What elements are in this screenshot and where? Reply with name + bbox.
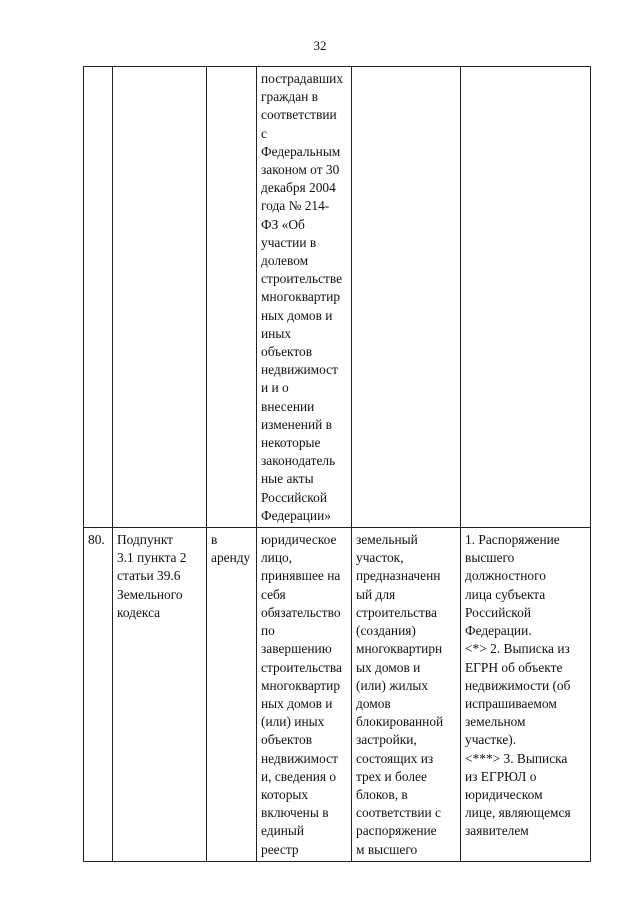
cell-text-line: лице, являющемся [465, 805, 571, 821]
cell-text-line: строительства [356, 604, 437, 620]
cell-text-line: ый для [356, 586, 396, 602]
cell-applicant [257, 67, 352, 528]
cell-text-line: многоквартирн [356, 641, 443, 657]
table-row-80 [84, 528, 591, 862]
cell-text-line: блоков, в [356, 786, 408, 802]
cell-type [207, 67, 257, 528]
cell-text-line: испрашиваемом [465, 695, 557, 711]
cell-text-line: недвижимости (об [465, 677, 571, 693]
cell-text-line: высшего [465, 550, 515, 566]
cell-text-line: в [211, 532, 218, 548]
cell-text-line: соответствии [261, 107, 337, 123]
cell-text-line: пострадавших [261, 71, 344, 86]
cell-number [84, 67, 113, 528]
cell-text-line: некоторые [261, 435, 321, 451]
cell-text-line: ных домов и [261, 307, 333, 323]
document-table [83, 66, 591, 862]
cell-text-line: предназначенн [356, 568, 441, 584]
cell-plot [352, 528, 461, 862]
cell-text-line: граждан в [261, 89, 318, 105]
cell-text-line: строительстве [261, 271, 343, 287]
cell-text-line: реестр [261, 841, 299, 857]
cell-text-line: лицо, [261, 550, 293, 566]
cell-text-line: статьи 39.6 [117, 568, 181, 584]
cell-text-line: и и о [261, 380, 289, 396]
cell-text-line: строительства [261, 659, 342, 675]
cell-plot [352, 67, 461, 528]
cell-text-line: Земельного [117, 586, 183, 602]
cell-text-line: участии в [261, 234, 317, 250]
cell-text-line: и, сведения о [261, 768, 337, 784]
table-row-continuation [84, 67, 591, 528]
page-number: 32 [313, 38, 327, 53]
cell-number: 80. [84, 528, 113, 862]
cell-applicant [257, 528, 352, 862]
cell-text-line: юридическое [261, 532, 337, 548]
cell-text-line: объектов [261, 732, 313, 748]
cell-text-line: земельный [356, 532, 418, 548]
cell-text-line: с [261, 125, 267, 141]
cell-text-line: распоряжение [356, 823, 437, 839]
cell-text-line: Федеральным [261, 143, 341, 159]
cell-text-line: (или) иных [261, 714, 325, 730]
cell-text-line: кодекса [117, 604, 161, 620]
cell-text-line: недвижимост [261, 750, 338, 766]
cell-text-line: (или) жилых [356, 677, 429, 693]
cell-text-line: участке). [465, 732, 517, 748]
cell-text-line: законом от 30 [261, 162, 340, 178]
cell-text-line: долевом [261, 253, 309, 269]
cell-text-line: по [261, 623, 275, 639]
cell-text-line: юридическом [465, 786, 543, 802]
cell-text-line: которых [261, 786, 309, 802]
cell-text-line: застройки, [356, 732, 417, 748]
cell-text-line: ЕГРН об объекте [465, 659, 563, 675]
cell-text-line: аренду [211, 550, 251, 566]
cell-text-line: Российской [465, 604, 531, 620]
cell-text-line: внесении [261, 398, 315, 414]
cell-text-line: м высшего [356, 841, 418, 857]
cell-text-line: <***> 3. Выписка [465, 750, 568, 766]
cell-text-line: ные акты [261, 471, 314, 487]
cell-text-line: ных домов и [261, 695, 333, 711]
cell-documents [461, 528, 591, 862]
cell-text-line: изменений в [261, 416, 332, 432]
cell-type [207, 528, 257, 862]
cell-text-line: должностного [465, 568, 546, 584]
cell-text-line: <*> 2. Выписка из [465, 641, 570, 657]
cell-text-line: 3.1 пункта 2 [117, 550, 187, 566]
cell-text-line: года № 214- [261, 198, 330, 214]
cell-text-line: декабря 2004 [261, 180, 336, 196]
cell-basis [113, 528, 207, 862]
cell-text-line: Федерации» [261, 507, 331, 523]
cell-text-line: домов [356, 695, 391, 711]
cell-text-line: земельном [465, 714, 526, 730]
cell-text-line: недвижимост [261, 362, 338, 378]
cell-text-line: участок, [356, 550, 404, 566]
cell-text-line: ФЗ «Об [261, 216, 305, 232]
cell-text-line: состоящих из [356, 750, 434, 766]
cell-text-line: из ЕГРЮЛ о [465, 768, 537, 784]
cell-text-line: себя [261, 586, 286, 602]
cell-text-line: завершению [261, 641, 332, 657]
cell-text-line: обязательство [261, 604, 341, 620]
cell-documents [461, 67, 591, 528]
cell-text-line: (создания) [356, 623, 416, 639]
cell-text-line: соответствии с [356, 805, 441, 821]
cell-text-line: 1. Распоряжение [465, 532, 560, 548]
cell-text-line: единый [261, 823, 305, 839]
cell-text-line: Российской [261, 489, 327, 505]
cell-text-line: многоквартир [261, 289, 341, 305]
cell-text-line: иных [261, 325, 292, 341]
cell-text-line: включены в [261, 805, 329, 821]
cell-text-line: многоквартир [261, 677, 341, 693]
cell-text-line: трех и более [356, 768, 427, 784]
cell-text-line: заявителем [465, 823, 529, 839]
cell-text-line: блокированной [356, 714, 444, 730]
cell-text-line: принявшее на [261, 568, 341, 584]
cell-text-line: Подпункт [117, 532, 174, 548]
cell-text-line: ых домов и [356, 659, 421, 675]
cell-text-line: Федерации. [465, 623, 532, 639]
cell-basis [113, 67, 207, 528]
cell-text-line: лица субъекта [465, 586, 546, 602]
cell-text-line: объектов [261, 344, 313, 360]
cell-text-line: законодатель [261, 453, 336, 469]
